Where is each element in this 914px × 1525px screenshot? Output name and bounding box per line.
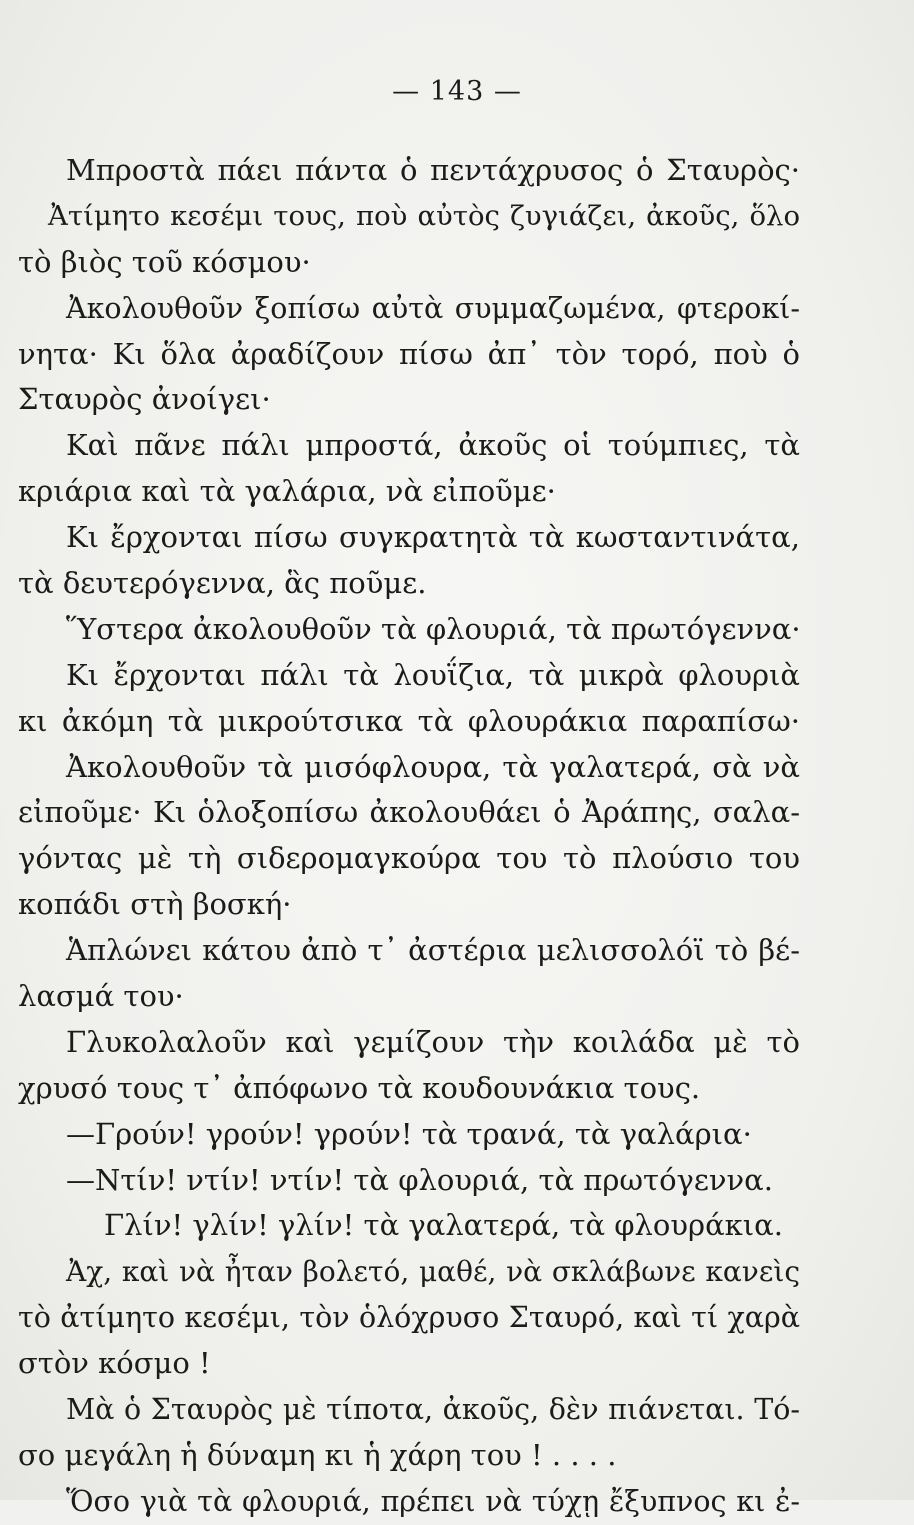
text-line: γόντας μὲ τὴ σιδερομαγκούρα του τὸ πλούσιο του — [18, 841, 800, 876]
text-line: στὸν κόσμο ! — [18, 1346, 211, 1381]
page-number: — 143 — — [392, 76, 522, 107]
text-line: χρυσό τους τ᾽ ἀπόφωνο τὰ κουδουνάκια τους. — [18, 1070, 701, 1105]
text-line: Ἀχ, καὶ νὰ ἦταν βολετό, μαθέ, νὰ σκλάβωνε κανεὶς — [66, 1255, 800, 1289]
text-line: Μὰ ὁ Σταυρὸς μὲ τίποτα, ἀκοῦς, δὲν πιάνεται. Τό- — [66, 1393, 800, 1427]
text-line: Γλυκολαλοῦν καὶ γεμίζουν τὴν κοιλάδα μὲ τὸ — [66, 1024, 800, 1059]
text-line: τὰ δευτερόγεννα, ἃς ποῦμε. — [18, 566, 427, 601]
text-line: κοπάδι στὴ βοσκή· — [18, 887, 292, 922]
text-line: κι ἀκόμη τὰ μικρούτσικα τὰ φλουράκια παραπίσω· — [18, 703, 800, 738]
text-line: Ἀκολουθοῦν τὰ μισόφλουρα, τὰ γαλατερά, σὰ νὰ — [66, 749, 800, 784]
text-line: Ἀτίμητο κεσέμι τους, ποὺ αὐτὸς ζυγιάζει, ἀκοῦς, ὅλο — [48, 199, 800, 232]
text-line: Γλίν! γλίν! γλίν! τὰ γαλατερά, τὰ φλουράκια. — [104, 1208, 783, 1243]
text-line: τὸ ἀτίμητο κεσέμι, τὸν ὁλόχρυσο Σταυρό, καὶ τί χαρὰ — [18, 1301, 800, 1335]
text-line: σο μεγάλη ἡ δύναμη κι ἡ χάρη του ! . . . . — [18, 1437, 617, 1472]
text-line: λασμά του· — [18, 979, 184, 1014]
text-line: Καὶ πᾶνε πάλι μπροστά, ἀκοῦς οἱ τούμπιες, τὰ — [66, 428, 800, 463]
text-line: Σταυρὸς ἀνοίγει· — [18, 382, 271, 417]
text-line: νητα· Κι ὅλα ἀραδίζουν πίσω ἀπ᾽ τὸν τορό, ποὺ ὁ — [18, 336, 800, 371]
text-line: εἰποῦμε· Κι ὁλοξοπίσω ἀκολουθάει ὁ Ἀράπης, σαλα- — [18, 795, 800, 830]
body-text — [18, 148, 800, 1525]
text-line: τὸ βιὸς τοῦ κόσμου· — [18, 244, 311, 279]
text-line: —Ντίν! ντίν! ντίν! τὰ φλουριά, τὰ πρωτόγεννα. — [66, 1162, 773, 1197]
text-line: Ἁπλώνει κάτου ἀπὸ τ᾽ ἀστέρια μελισσολόϊ τὸ βέ- — [66, 933, 800, 968]
text-line: Ὅσο γιὰ τὰ φλουριά, πρέπει νὰ τύχῃ ἔξυπνος κι ἐ- — [66, 1484, 800, 1518]
text-line: Ὕστερα ἀκολουθοῦν τὰ φλουριά, τὰ πρωτόγεννα· — [66, 611, 801, 646]
text-line: Κι ἔρχονται πίσω συγκρατητὰ τὰ κωσταντινάτα, — [66, 520, 800, 555]
text-line: Κι ἔρχονται πάλι τὰ λουΐζια, τὰ μικρὰ φλουριὰ — [66, 657, 800, 692]
text-line: Μπροστὰ πάει πάντα ὁ πεντάχρυσος ὁ Σταυρὸς· — [66, 153, 800, 187]
text-line: —Γρούν! γρούν! γρούν! τὰ τρανά, τὰ γαλάρια· — [66, 1116, 752, 1151]
text-line: κριάρια καὶ τὰ γαλάρια, νὰ εἰποῦμε· — [18, 474, 556, 509]
text-line: Ἀκολουθοῦν ξοπίσω αὐτὰ συμμαζωμένα, φτεροκί- — [66, 291, 800, 325]
